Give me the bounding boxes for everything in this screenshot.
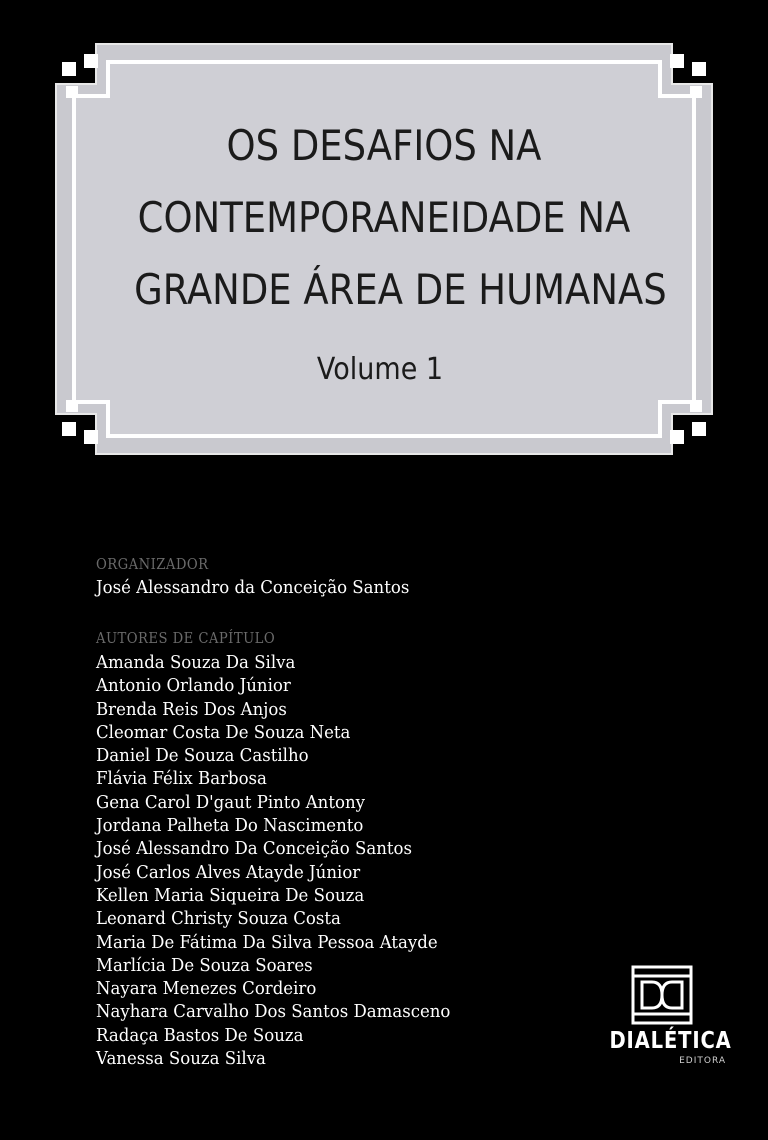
volume-label: Volume 1 (316, 352, 444, 387)
author-name: Brenda Reis Dos Anjos (96, 698, 287, 720)
author-name: Nayhara Carvalho Dos Santos Damasceno (96, 1001, 451, 1023)
author-name: Cleomar Costa De Souza Neta (96, 721, 351, 743)
dialetica-logo-icon (630, 964, 694, 1026)
author-name: José Alessandro Da Conceição Santos (96, 838, 412, 860)
title-line-2: CONTEMPORANEIDADE NA (137, 193, 631, 242)
organizer-name: José Alessandro da Conceição Santos (96, 577, 410, 598)
author-name: Radaça Bastos De Souza (96, 1024, 304, 1046)
author-name: Leonard Christy Souza Costa (96, 908, 341, 930)
author-name: Amanda Souza Da Silva (96, 652, 296, 673)
author-name: Antonio Orlando Júnior (96, 675, 291, 697)
publisher-subtitle: EDITORA (679, 1056, 726, 1066)
organizer-label: ORGANIZADOR (96, 555, 209, 573)
author-name: Nayara Menezes Cordeiro (96, 978, 317, 1000)
publisher-name: DIALÉTICA (609, 1028, 732, 1054)
publisher-logo (600, 964, 750, 1074)
title-line-1: OS DESAFIOS NA (226, 121, 542, 170)
authors-label: AUTORES DE CAPÍTULO (96, 629, 276, 647)
author-name: Kellen Maria Siqueira De Souza (96, 884, 365, 906)
author-name: Marlícia De Souza Soares (96, 954, 313, 976)
book-title (100, 110, 668, 326)
author-name: Vanessa Souza Silva (96, 1048, 266, 1070)
authors-list (96, 651, 481, 1070)
author-name: Flávia Félix Barbosa (96, 768, 267, 790)
author-name: Jordana Palheta Do Nascimento (96, 815, 364, 837)
author-name: Maria De Fátima Da Silva Pessoa Atayde (96, 931, 438, 953)
author-name: Gena Carol D'gaut Pinto Antony (96, 791, 365, 813)
author-name: José Carlos Alves Atayde Júnior (96, 861, 361, 883)
title-line-3: GRANDE ÁREA DE HUMANAS (134, 265, 667, 314)
credits-block (96, 553, 481, 1070)
author-name: Daniel De Souza Castilho (96, 745, 309, 767)
